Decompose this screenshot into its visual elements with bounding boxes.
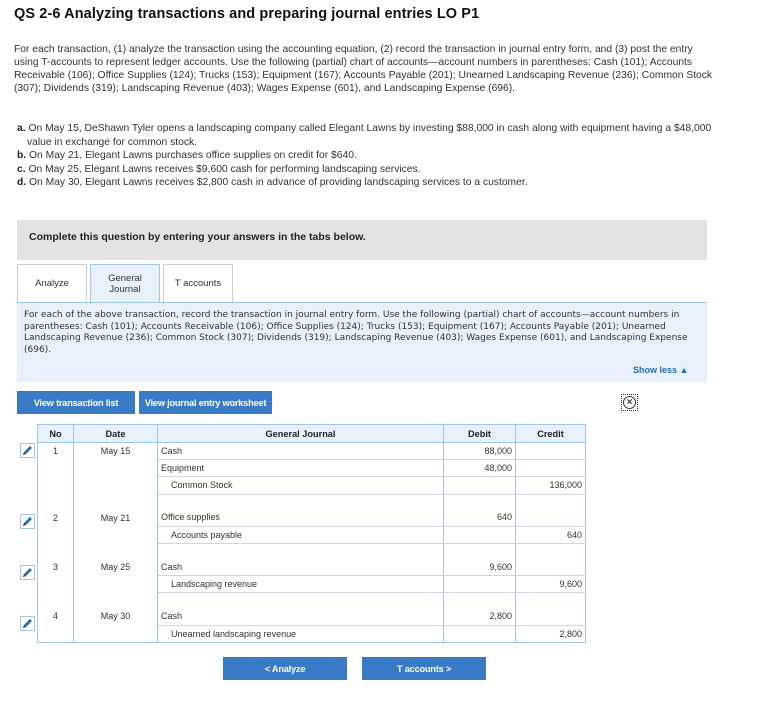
credit-cell[interactable]: 2,800 — [516, 625, 586, 642]
credit-cell[interactable] — [516, 558, 586, 575]
credit-cell[interactable]: 9,600 — [516, 576, 586, 593]
account-cell[interactable]: Unearned landscaping revenue — [158, 625, 444, 642]
close-icon[interactable]: × — [621, 394, 638, 411]
tab-general-journal[interactable]: General Journal — [90, 264, 160, 303]
complete-banner-text: Complete this question by entering your answers in the tabs below. — [29, 231, 366, 243]
table-row — [38, 443, 586, 460]
col-credit: Credit — [516, 425, 586, 443]
credit-cell[interactable]: 136,000 — [516, 477, 586, 494]
col-debit: Debit — [444, 425, 516, 443]
debit-cell[interactable]: 48,000 — [444, 460, 516, 477]
col-no: No — [38, 425, 74, 443]
transaction-item — [17, 176, 727, 190]
credit-cell[interactable] — [516, 509, 586, 526]
account-cell[interactable]: Common Stock — [158, 477, 444, 494]
table-row — [38, 576, 586, 593]
col-date: Date — [74, 425, 158, 443]
account-cell[interactable]: Landscaping revenue — [158, 576, 444, 593]
debit-cell[interactable] — [444, 526, 516, 543]
entry-no: 4 — [38, 608, 74, 625]
table-row — [38, 526, 586, 543]
account-cell[interactable]: Accounts payable — [158, 526, 444, 543]
edit-entry-2-button[interactable] — [20, 514, 35, 529]
table-row — [38, 477, 586, 494]
view-transaction-list-button[interactable]: View transaction list — [17, 391, 135, 414]
debit-cell[interactable] — [444, 477, 516, 494]
account-cell[interactable]: Cash — [158, 608, 444, 625]
table-row — [38, 608, 586, 625]
pencil-icon — [22, 618, 33, 629]
analyze-prev-button[interactable]: < Analyze — [223, 657, 347, 680]
table-row — [38, 460, 586, 477]
debit-cell[interactable]: 640 — [444, 509, 516, 526]
view-journal-worksheet-button[interactable]: View journal entry worksheet — [139, 391, 272, 414]
instructions-text: For each of the above transaction, record the transaction in journal entry form. Use the following (partial) chart of accounts—account numbers in parentheses: Cash (101); Accounts Receivable (106); Office Supplies (124); Trucks (153); Equipment (167); Accounts Payable (201); Unearned Landscaping Revenue (236); Common Stock (307); Dividends (319); Landscaping Revenue (403); Wages Expense (601), and Landscaping Expense (696). — [24, 310, 688, 355]
journal-table — [37, 424, 586, 643]
pencil-icon — [22, 445, 33, 456]
table-row — [38, 625, 586, 642]
credit-cell[interactable]: 640 — [516, 526, 586, 543]
edit-entry-1-button[interactable] — [20, 443, 35, 458]
account-cell[interactable]: Cash — [158, 443, 444, 460]
table-row — [38, 558, 586, 575]
transaction-item — [17, 163, 727, 177]
journal-header-row — [38, 425, 586, 443]
credit-cell[interactable] — [516, 443, 586, 460]
intro-text: For each transaction, (1) analyze the transaction using the accounting equation, (2) record the transaction in journal entry form, and (3) post the entry using T-accounts to represent ledger accounts. Use the following (partial) chart of accounts—account numbers in parentheses: Cash (101); Accounts Receivable (106); Office Supplies (124); Trucks (153); Equipment (167); Accounts Payable (201); Unearned Landscaping Revenue (236); Common Stock (307); Dividends (319); Landscaping Revenue (403); Wages Expense (601), and Landscaping Expense (696). — [14, 44, 713, 94]
debit-cell[interactable] — [444, 576, 516, 593]
transaction-letter: b. — [17, 150, 27, 161]
transaction-letter: c. — [17, 163, 26, 175]
entry-date: May 15 — [74, 443, 158, 460]
complete-banner — [17, 220, 707, 260]
pencil-icon — [22, 567, 33, 578]
transaction-letter: a. — [17, 123, 26, 134]
page-title: QS 2-6 Analyzing transactions and preparing journal entries LO P1 — [14, 6, 480, 22]
table-row — [38, 509, 586, 526]
transaction-list — [17, 122, 727, 190]
debit-cell[interactable]: 9,600 — [444, 558, 516, 575]
debit-cell[interactable]: 2,800 — [444, 608, 516, 625]
transaction-text: On May 30, Elegant Lawns receives $2,800 cash in advance of providing landscaping services to a customer. — [29, 177, 528, 188]
tab-analyze[interactable]: Analyze — [17, 264, 87, 302]
account-cell[interactable]: Cash — [158, 558, 444, 575]
edit-entry-3-button[interactable] — [20, 565, 35, 580]
pencil-icon — [22, 516, 33, 527]
entry-date: May 25 — [74, 558, 158, 575]
entry-date: May 30 — [74, 608, 158, 625]
transaction-text: On May 15, DeShawn Tyler opens a landscaping company called Elegant Lawns by investing $88,000 in cash along with equipment having a $48,000 value in exchange for common stock. — [27, 123, 712, 148]
entry-no: 2 — [38, 509, 74, 526]
t-accounts-next-button[interactable]: T accounts > — [362, 657, 486, 680]
debit-cell[interactable] — [444, 625, 516, 642]
edit-entry-4-button[interactable] — [20, 616, 35, 631]
tab-t-accounts[interactable]: T accounts — [163, 264, 233, 302]
transaction-text: On May 25, Elegant Lawns receives $9,600 cash for performing landscaping services. — [28, 163, 421, 175]
transaction-item — [17, 122, 727, 149]
entry-no: 1 — [38, 443, 74, 460]
transaction-text: On May 21, Elegant Lawns purchases office supplies on credit for $640. — [29, 150, 357, 161]
instructions-panel — [17, 302, 707, 382]
entry-no: 3 — [38, 558, 74, 575]
credit-cell[interactable] — [516, 460, 586, 477]
col-general-journal: General Journal — [158, 425, 444, 443]
account-cell[interactable]: Equipment — [158, 460, 444, 477]
entry-date: May 21 — [74, 509, 158, 526]
transaction-item — [17, 149, 727, 163]
transaction-letter: d. — [17, 177, 27, 188]
show-less-link[interactable]: Show less ▲ — [633, 365, 689, 375]
account-cell[interactable]: Office supplies — [158, 509, 444, 526]
debit-cell[interactable]: 88,000 — [444, 443, 516, 460]
credit-cell[interactable] — [516, 608, 586, 625]
